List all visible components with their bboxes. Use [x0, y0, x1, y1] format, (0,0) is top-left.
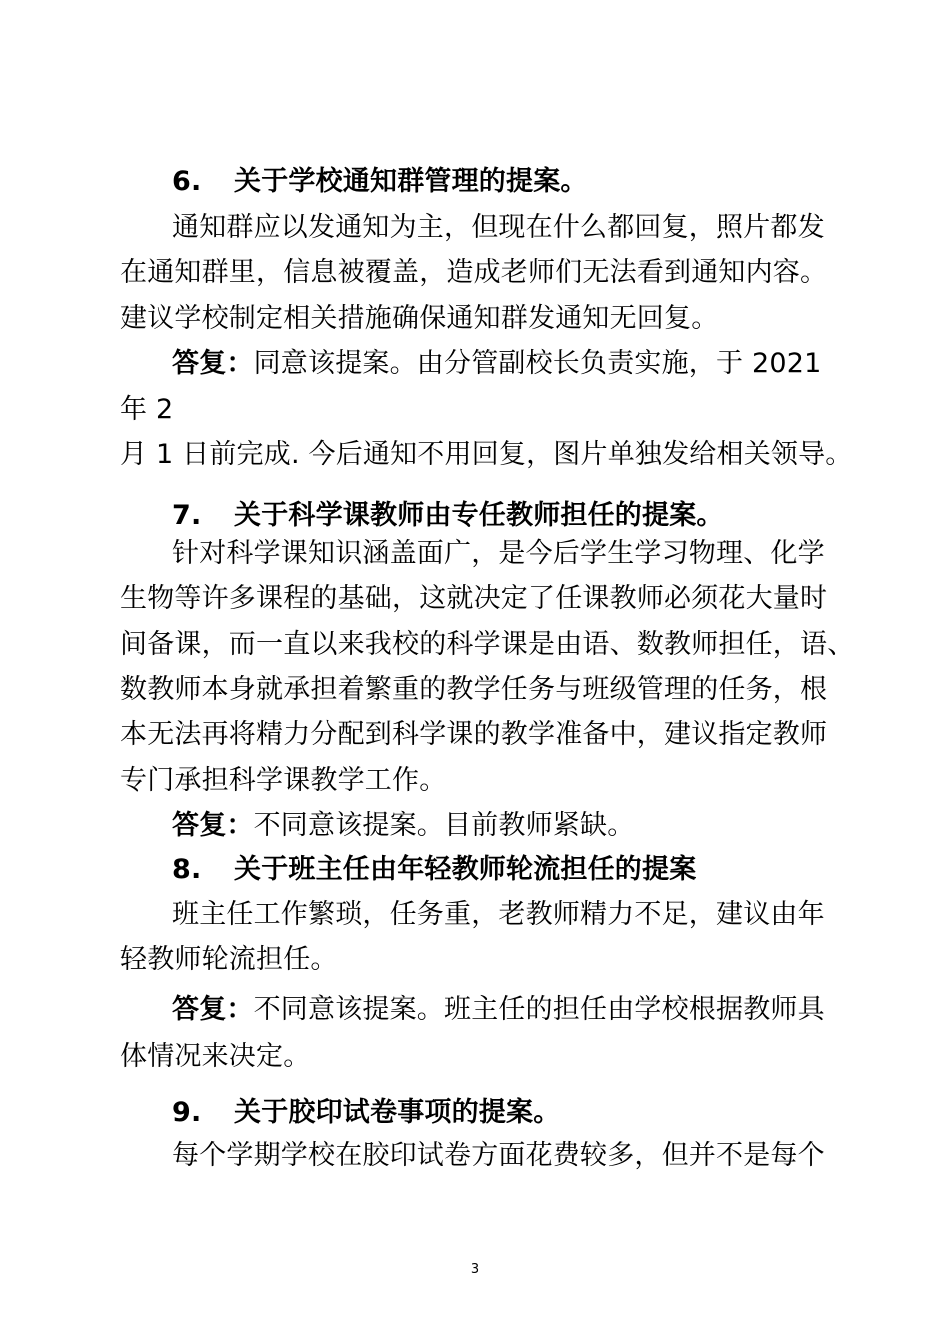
reply-text: 不同意该提案。班主任的担任由学校根据教师具: [253, 994, 825, 1025]
page-number: 3: [470, 1262, 480, 1277]
item-number: 8.: [172, 854, 202, 885]
reply-text: 不同意该提案。目前教师紧缺。: [253, 810, 635, 841]
item-8-heading: [172, 853, 696, 887]
reply-line: 月 1 日前完成. 今后通知不用回复，图片单独发给相关领导。: [120, 439, 853, 470]
paragraph-line: 通知群应以发通知为主，但现在什么都回复，照片都发: [172, 212, 825, 243]
reply-line: [172, 993, 825, 1027]
paragraph-line: 生物等许多课程的基础，这就决定了任课教师必须花大量时: [120, 583, 828, 614]
item-number: 9.: [172, 1097, 202, 1128]
item-title: 关于班主任由年轻教师轮流担任的提案: [234, 854, 697, 885]
reply-line: 体情况来决定。: [120, 1041, 311, 1072]
paragraph-line: 本无法再将精力分配到科学课的教学准备中，建议指定教师: [120, 719, 828, 750]
paragraph-line: 间备课，而一直以来我校的科学课是由语、数教师担任，语、: [120, 629, 855, 660]
paragraph-line: 每个学期学校在胶印试卷方面花费较多，但并不是每个: [172, 1140, 825, 1171]
reply-line: [172, 347, 822, 381]
item-title: 关于胶印试卷事项的提案。: [234, 1097, 561, 1128]
item-7-heading: [172, 499, 724, 533]
reply-label: 答复：: [172, 994, 254, 1025]
paragraph-line: 数教师本身就承担着繁重的教学任务与班级管理的任务，根: [120, 674, 828, 705]
paragraph-line: 轻教师轮流担任。: [120, 944, 338, 975]
reply-line: 年 2: [120, 394, 174, 425]
paragraph-line: 在通知群里，信息被覆盖，造成老师们无法看到通知内容。: [120, 257, 828, 288]
reply-label: 答复：: [172, 810, 254, 841]
paragraph-line: 针对科学课知识涵盖面广，是今后学生学习物理、化学: [172, 538, 825, 569]
item-6-heading: [172, 165, 588, 199]
item-number: 6.: [172, 166, 202, 197]
paragraph-line: 专门承担科学课教学工作。: [120, 765, 447, 796]
reply-text: 同意该提案。由分管副校长负责实施，于 2021: [253, 348, 822, 379]
item-number: 7.: [172, 500, 202, 531]
reply-line: [172, 809, 634, 843]
item-title: 关于学校通知群管理的提案。: [234, 166, 588, 197]
paragraph-line: 建议学校制定相关措施确保通知群发通知无回复。: [120, 303, 719, 334]
item-9-heading: [172, 1096, 560, 1130]
item-title: 关于科学课教师由专任教师担任的提案。: [234, 500, 724, 531]
paragraph-line: 班主任工作繁琐，任务重，老教师精力不足，建议由年: [172, 899, 825, 930]
reply-label: 答复：: [172, 348, 254, 379]
